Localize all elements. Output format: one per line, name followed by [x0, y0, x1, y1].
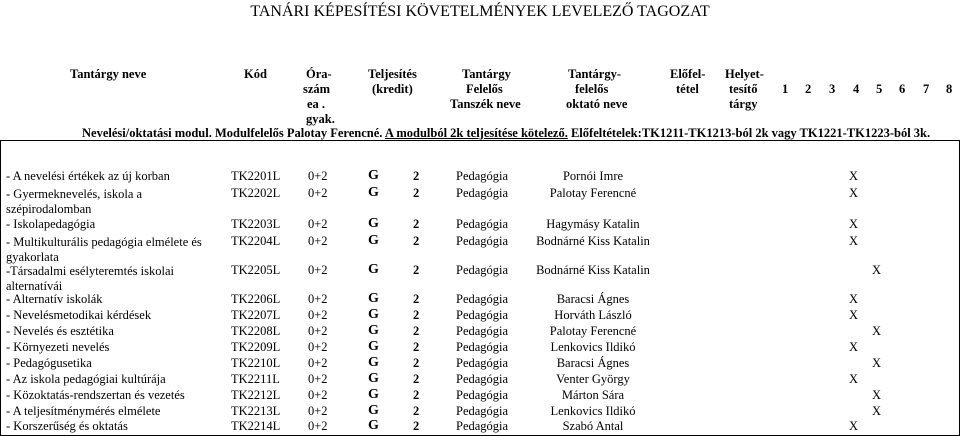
module-description [82, 126, 930, 141]
semester-header: 8 [946, 82, 953, 96]
course-department: Pedagógia [456, 340, 509, 354]
course-grade: G [368, 233, 379, 248]
course-hours: 0+2 [308, 388, 328, 402]
col-header-prereq-line: Előfel- [670, 67, 706, 81]
course-teacher: Bodnárné Kiss Katalin [536, 263, 650, 277]
course-credit: 2 [413, 186, 420, 200]
course-department: Pedagógia [456, 356, 509, 370]
course-department: Pedagógia [456, 308, 509, 322]
col-header-substitute-line: tárgy [729, 97, 758, 111]
course-teacher: Palotay Ferencné [549, 186, 637, 200]
course-hours: 0+2 [308, 404, 328, 418]
course-name: - Nevelésmetodikai kérdések [6, 308, 152, 322]
semester-mark: X [872, 324, 882, 338]
course-name: - A teljesítménymérés elmélete [6, 404, 161, 418]
col-header-substitute-line: Helyet- [725, 67, 764, 81]
semester-mark: X [849, 234, 859, 248]
course-grade: G [368, 307, 379, 322]
col-header-hours-line: szám [303, 82, 331, 96]
course-name: - Gyermeknevelés, iskola a szépirodalomban [6, 187, 143, 216]
semester-mark: X [849, 372, 859, 386]
course-department: Pedagógia [456, 388, 509, 402]
course-department: Pedagógia [456, 263, 509, 277]
course-teacher: Szabó Antal [562, 419, 624, 433]
course-credit: 2 [413, 308, 420, 322]
course-department: Pedagógia [456, 292, 509, 306]
semester-mark: X [872, 388, 882, 402]
course-grade: G [368, 323, 379, 338]
col-header-subject: Tantárgy neve [70, 67, 147, 81]
col-header-teacher-line: felelős [575, 82, 609, 96]
semester-mark: X [849, 308, 859, 322]
course-hours: 0+2 [308, 308, 328, 322]
course-credit: 2 [413, 217, 420, 231]
col-header-code: Kód [244, 67, 267, 81]
course-code: TK2206L [231, 292, 281, 306]
course-code: TK2211L [231, 372, 280, 386]
semester-header: 5 [876, 82, 883, 96]
course-department: Pedagógia [456, 186, 509, 200]
semester-mark: X [849, 292, 859, 306]
course-code: TK2202L [231, 186, 281, 200]
col-header-hours-line: gyak. [306, 112, 335, 126]
course-code: TK2204L [231, 234, 281, 248]
course-teacher: Horváth László [554, 308, 632, 322]
col-header-dept-line: Tantárgy [462, 67, 511, 81]
course-code: TK2207L [231, 308, 281, 322]
course-code: TK2209L [231, 340, 281, 354]
course-credit: 2 [413, 388, 420, 402]
col-header-teacher-line: oktató neve [566, 97, 628, 111]
course-grade: G [368, 216, 379, 231]
course-hours: 0+2 [308, 419, 328, 433]
course-hours: 0+2 [308, 169, 328, 183]
course-department: Pedagógia [456, 404, 509, 418]
course-grade: G [368, 185, 379, 200]
course-department: Pedagógia [456, 372, 509, 386]
course-hours: 0+2 [308, 372, 328, 386]
course-code: TK2203L [231, 217, 281, 231]
col-header-hours-line: Óra- [306, 67, 332, 81]
course-teacher: Lenkovics Ildikó [550, 404, 636, 418]
course-code: TK2214L [231, 419, 281, 433]
col-header-completion-line: (kredit) [372, 82, 413, 96]
semester-mark: X [849, 186, 859, 200]
module-prerequisites: Előfeltételek:TK1211-TK1213-ból 2k vagy TK1221-TK1223-ból 3k. [567, 126, 931, 140]
course-code: TK2201L [231, 169, 281, 183]
course-credit: 2 [413, 234, 420, 248]
course-teacher: Baracsi Ágnes [556, 356, 630, 370]
semester-header: 4 [853, 82, 860, 96]
course-teacher: Palotay Ferencné [549, 324, 637, 338]
course-grade: G [368, 418, 379, 433]
course-teacher: Lenkovics Ildikó [550, 340, 636, 354]
course-credit: 2 [413, 372, 420, 386]
course-code: TK2213L [231, 404, 281, 418]
course-credit: 2 [413, 324, 420, 338]
course-teacher: Hagymásy Katalin [546, 217, 640, 231]
course-name: - Nevelés és esztétika [6, 324, 114, 338]
col-header-dept-line: Felelős [466, 82, 503, 96]
course-grade: G [368, 403, 379, 418]
semester-mark: X [849, 340, 859, 354]
course-code: TK2208L [231, 324, 281, 338]
semester-mark: X [872, 356, 882, 370]
course-name: - Közoktatás-rendszertan és vezetés [6, 388, 185, 402]
module-requirement: A modulból 2k teljesítése kötelező. [384, 126, 568, 140]
col-header-hours-line: ea . [307, 97, 326, 111]
course-hours: 0+2 [308, 217, 328, 231]
course-department: Pedagógia [456, 217, 509, 231]
col-header-prereq-line: tétel [676, 82, 699, 96]
course-grade: G [368, 387, 379, 402]
semester-header: 2 [805, 82, 812, 96]
course-grade: G [368, 371, 379, 386]
page-title: TANÁRI KÉPESÍTÉSI KÖVETELMÉNYEK LEVELEZŐ TAGOZAT [250, 3, 710, 20]
course-name: - Alternatív iskolák [6, 292, 103, 306]
course-credit: 2 [413, 404, 420, 418]
course-teacher: Venter György [556, 372, 630, 386]
semester-header: 7 [923, 82, 930, 96]
course-hours: 0+2 [308, 186, 328, 200]
course-credit: 2 [413, 263, 420, 277]
course-hours: 0+2 [308, 340, 328, 354]
course-name: -Társadalmi esélyteremtés iskolai alternatívái [6, 264, 174, 293]
semester-header: 1 [782, 82, 789, 96]
course-hours: 0+2 [308, 263, 328, 277]
course-teacher: Baracsi Ágnes [556, 292, 630, 306]
course-hours: 0+2 [308, 234, 328, 248]
course-grade: G [368, 168, 379, 183]
semester-mark: X [849, 419, 859, 433]
course-name: - Iskolapedagógia [6, 217, 96, 231]
course-grade: G [368, 355, 379, 370]
course-department: Pedagógia [456, 419, 509, 433]
course-grade: G [368, 339, 379, 354]
module-prefix: Nevelési/oktatási modul. Modulfelelős Palotay Ferencné. [82, 126, 385, 140]
course-name: - Multikulturális pedagógia elmélete és gyakorlata [6, 235, 202, 264]
course-teacher: Pornói Imre [562, 169, 624, 183]
course-hours: 0+2 [308, 324, 328, 338]
course-credit: 2 [413, 340, 420, 354]
course-teacher: Márton Sára [561, 388, 625, 402]
course-department: Pedagógia [456, 324, 509, 338]
course-credit: 2 [413, 419, 420, 433]
course-department: Pedagógia [456, 234, 509, 248]
course-credit: 2 [413, 169, 420, 183]
course-credit: 2 [413, 292, 420, 306]
course-name: - Környezeti nevelés [6, 340, 110, 354]
course-code: TK2205L [231, 263, 281, 277]
course-name: - A nevelési értékek az új korban [6, 169, 170, 183]
semester-header: 6 [899, 82, 906, 96]
course-code: TK2210L [231, 356, 281, 370]
semester-mark: X [872, 263, 882, 277]
course-name: - Pedagógusetika [6, 356, 92, 370]
course-department: Pedagógia [456, 169, 509, 183]
col-header-completion-line: Teljesítés [368, 67, 417, 81]
course-grade: G [368, 291, 379, 306]
semester-mark: X [849, 217, 859, 231]
course-credit: 2 [413, 356, 420, 370]
course-code: TK2212L [231, 388, 281, 402]
col-header-substitute-line: tesítő [729, 82, 758, 96]
course-name: - Az iskola pedagógiai kultúrája [6, 372, 166, 386]
col-header-dept-line: Tanszék neve [450, 97, 521, 111]
semester-mark: X [849, 169, 859, 183]
semester-mark: X [872, 404, 882, 418]
semester-header: 3 [829, 82, 836, 96]
course-hours: 0+2 [308, 292, 328, 306]
course-name: - Korszerűség és oktatás [6, 419, 128, 433]
course-teacher: Bodnárné Kiss Katalin [536, 234, 650, 248]
course-hours: 0+2 [308, 356, 328, 370]
course-grade: G [368, 262, 379, 277]
col-header-teacher-line: Tantárgy- [568, 67, 622, 81]
